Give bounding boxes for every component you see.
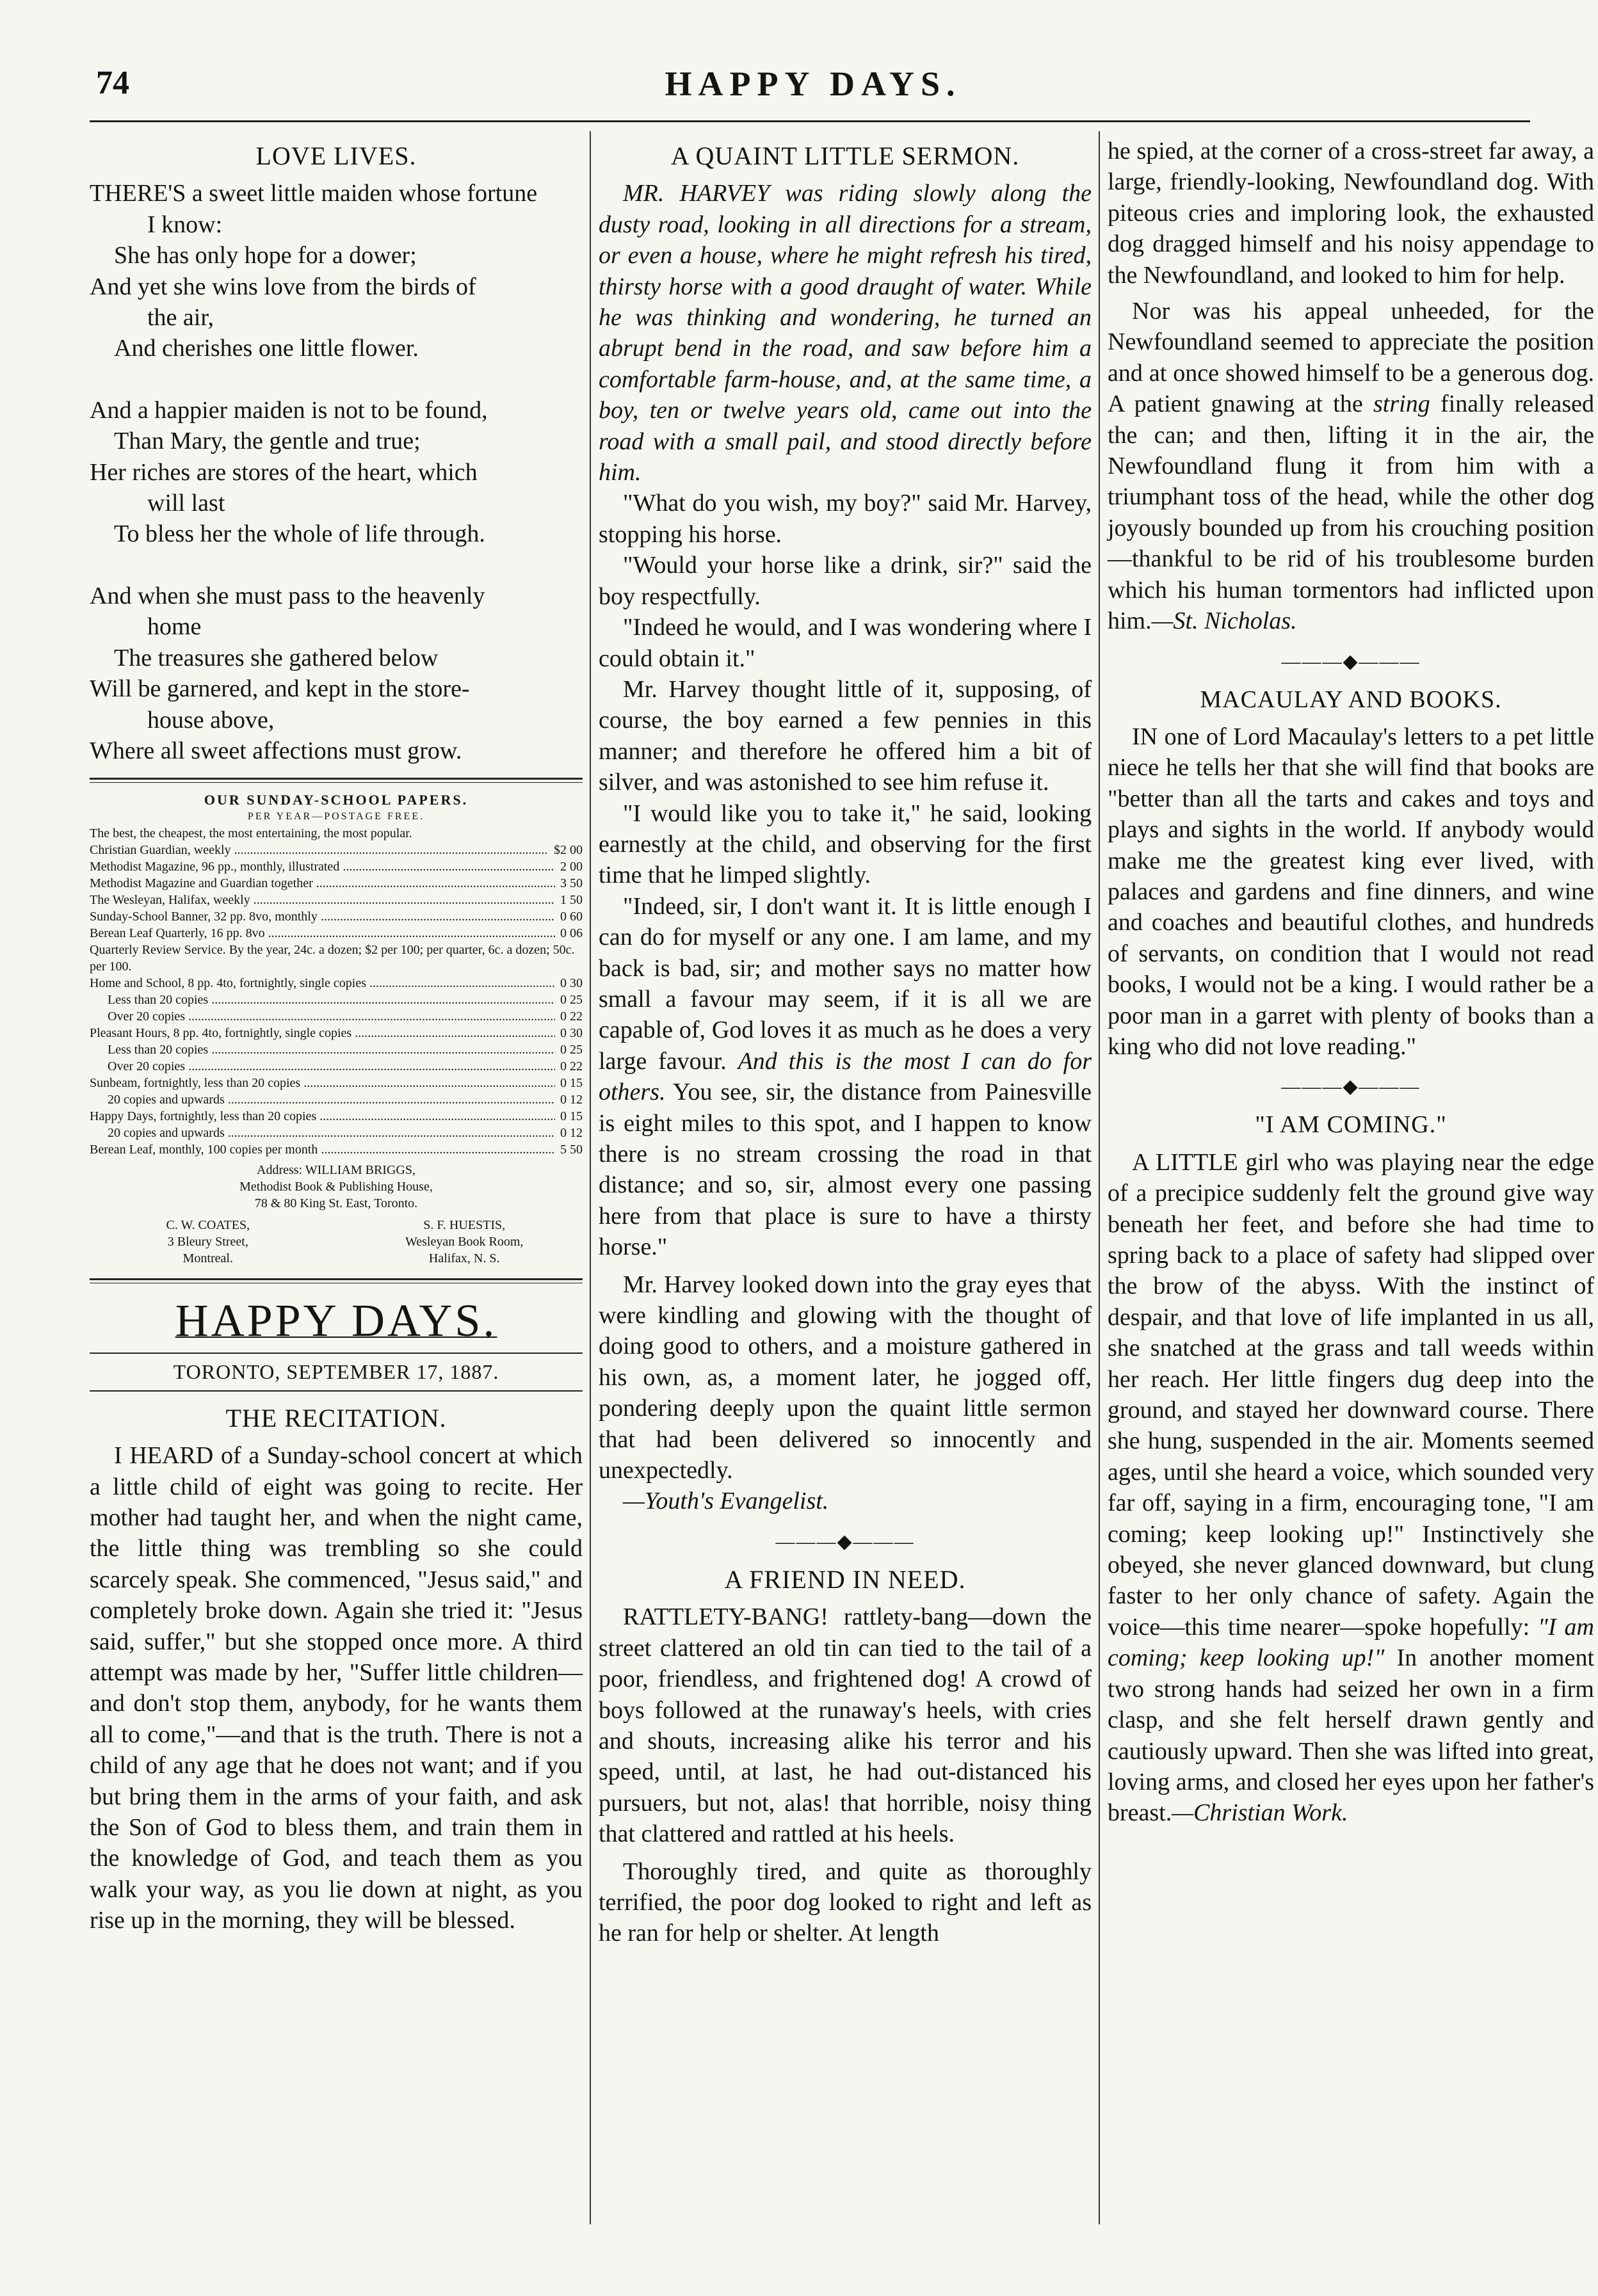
poem-stanza — [90, 581, 583, 766]
price-row — [90, 1125, 583, 1141]
price-row-name: Happy Days, fortnightly, less than 20 copies ..... — [90, 1108, 555, 1125]
poem-stanza — [90, 395, 583, 550]
poem-line: Where all sweet affections must grow. — [90, 737, 462, 764]
sunday-school-papers-notice — [90, 792, 583, 1267]
price-row-name: Home and School, 8 pp. 4to, fortnightly, single copies ..... — [90, 975, 555, 991]
price-row-name: 20 copies and upwards ..... — [90, 1091, 555, 1108]
price-row-name: Methodist Magazine, 96 pp., monthly, illustrated ..... — [90, 858, 555, 875]
article-title: MACAULAY AND BOOKS. — [1200, 686, 1502, 713]
price-row — [90, 1141, 583, 1158]
article-source: —Youth's Evangelist. — [623, 1488, 829, 1515]
poem-line: Her riches are stores of the heart, which — [90, 458, 478, 486]
price-row — [90, 892, 583, 908]
article-title: A FRIEND IN NEED. — [724, 1564, 966, 1594]
poem-line: And cherishes one little flower. — [114, 335, 419, 362]
poem-line: the air, — [147, 304, 214, 332]
section-separator: ———◆——— — [1281, 1076, 1421, 1098]
article-body: I HEARD of a Sunday-school concert at which a little child of eight was going to recite. Her mother had taught her, and when the night came, the little thing was trembling so she could scarcely speak. She commenced, "Jesus said," and completely broke down. Again she tried it: "Jesus said, suffer," but she stopped once more. A third attempt was made by her, "Suffer little children—and don't stop them, anybody, for he wants them all to come,"—and that is the truth. There is not a child of any age that he does not want; and if you but bring them in the arms of your faith, and ask the Son of God to bless them, and train them in the knowledge of God, and teach them as you walk your way, as you lie down at night, as you rise up in the morning, they will be blessed. — [90, 1442, 583, 1934]
price-row-name: Less than 20 copies ..... — [90, 1041, 555, 1058]
price-row-value: 5 50 — [560, 1143, 583, 1157]
price-row-value: 3 50 — [560, 876, 583, 891]
price-row — [90, 942, 583, 975]
price-row-name: Methodist Magazine and Guardian together ..... — [90, 875, 555, 892]
papers-note: The best, the cheapest, the most entertaining, the most popular. — [90, 826, 412, 841]
article-paragraph: he spied, at the corner of a cross-street far away, a large, friendly-looking, Newfoundland dog. With piteous cries and imploring look, the exhausted dog dragged himself and his noisy appendage to the Newfoundland, and looked to him for help. — [1108, 138, 1594, 289]
price-row-name: Less than 20 copies ..... — [90, 991, 555, 1008]
price-row-name: Sunbeam, fortnightly, less than 20 copies ..... — [90, 1075, 555, 1091]
poem-love-lives — [90, 178, 583, 766]
article-paragraph: "I would like you to take it," he said, looking earnestly at the child, and observing for the first time that he limped slightly. — [599, 799, 1092, 889]
price-row — [90, 991, 583, 1008]
papers-address — [90, 1162, 583, 1212]
price-row-name: Berean Leaf Quarterly, 16 pp. 8vo ..... — [90, 925, 555, 942]
price-row-name: Berean Leaf, monthly, 100 copies per month ..... — [90, 1141, 555, 1158]
article-paragraph: MR. HARVEY was riding slowly along the dusty road, looking in all directions for a stream, or even a house, where he might refresh his tired, thirsty horse with a good draught of water. While he was thinking and wondering, he turned an abrupt bend in the road, and saw before him a comfortable farm-house, and, at the same time, a boy, ten or twelve years old, came out into the road with a small pail, and stood directly before him. — [599, 180, 1092, 486]
price-row — [90, 842, 583, 858]
price-row-value: 0 30 — [560, 976, 583, 991]
price-row — [90, 1008, 583, 1025]
section-separator: ———◆——— — [775, 1530, 915, 1552]
article-paragraph: A LITTLE girl who was playing near the edge of a precipice suddenly felt the ground give way beneath her feet, and before she had time to spring back to a place of safety had slipped over the brow of the abyss. With the instinct of despair, and that love of life implanted in us all, she snatched at the grass and tall weeds within her reach. Her little fingers dug deep into the ground, and stayed her downward course. There she hung, suspended in the air. Moments seemed ages, until she heard a voice, which sounded very far off, saying in a firm, encouraging tone, "I am coming; keep looking up!" Instinctively she obeyed, she never glanced downward, but clung faster to her only chance of safety. Again the voice—this time nearer—spoke hopefully: "I am coming; keep looking up!" In another moment two strong hands had seized her own in a firm clasp, and she felt herself drawn gently and cautiously upward. Then she was lifted into great, loving arms, and closed her eyes upon her father's breast.—Christian Work. — [1108, 1148, 1595, 1827]
article-paragraph: IN one of Lord Macaulay's letters to a pet little niece he tells her that she will find that books are "better than all the tarts and cakes and toys and plays and sights in the world. If anybody would make me the greatest king ever lived, with palaces and gardens and fine dinners, and wine and coaches and beautiful clothes, and hundreds of servants, on condition that I would not read books, I would not be a king. I would rather be a poor man in a garret with plenty of books than a king who did not love reading." — [1108, 723, 1594, 1060]
price-row-name: 20 copies and upwards ..... — [90, 1125, 555, 1141]
column-left — [90, 136, 583, 1936]
address-name: WILLIAM BRIGGS, — [305, 1163, 416, 1178]
price-row — [90, 875, 583, 892]
column-divider — [590, 131, 591, 2224]
price-row-name: Quarterly Review Service. By the year, 24c. a dozen; $2 per 100; per quarter, 6c. a dozen; 50c. per 100. — [90, 943, 575, 974]
running-title: HAPPY DAYS. — [665, 65, 962, 103]
column-divider — [1099, 131, 1100, 2224]
article-title: THE RECITATION. — [225, 1403, 447, 1433]
article-paragraph: "Indeed he would, and I was wondering where I could obtain it." — [599, 614, 1092, 672]
price-row-value: 0 25 — [560, 993, 583, 1008]
price-row — [90, 1025, 583, 1041]
price-row-value: 0 25 — [560, 1043, 583, 1057]
poem-line: home — [147, 613, 202, 641]
article-paragraph: "Indeed, sir, I don't want it. It is little enough I can do for myself or any one. I am lame, and my back is bad, sir; and mother says no matter how small a favour may seem, if it is all we are capable of, God loves it as much as he does a very large favour. And this is the most I can do for others. You see, sir, the distance from Painesville is eight miles to this spot, and I happen to know there is no stream crossing the road in that distance; and so, sir, almost every one passing here from that place is sure to have a thirsty horse." — [599, 892, 1092, 1261]
article-paragraph: "What do you wish, my boy?" said Mr. Harvey, stopping his horse. — [599, 490, 1092, 548]
poem-line: I know: — [147, 211, 223, 238]
page-header — [96, 64, 1530, 109]
price-row-name: Over 20 copies ..... — [90, 1008, 555, 1025]
price-row — [90, 1091, 583, 1108]
poem-line: To bless her the whole of life through. — [114, 520, 485, 548]
page-number: 74 — [96, 65, 129, 101]
price-row-value: 0 22 — [560, 1009, 583, 1024]
price-row-name: Sunday-School Banner, 32 pp. 8vo, monthly ..... — [90, 908, 555, 925]
poem-stanza — [90, 178, 583, 364]
price-row — [90, 925, 583, 942]
poem-line: THERE'S a sweet little maiden whose fortune — [90, 180, 538, 207]
masthead — [90, 1294, 583, 1347]
article-paragraph: RATTLETY-BANG! rattlety-bang—down the street clattered an old tin can tied to the tail of a poor, friendless, and frightened dog! A crowd of boys followed at the runaway's heels, with cries and shouts, increasing alike his terror and his speed, until, at last, he had out-distanced his pursuers, but not, alas! that horrible, noisy thing that clattered and rattled at his heels. — [599, 1603, 1092, 1848]
price-row-value: 2 00 — [560, 860, 583, 874]
double-rule — [90, 1278, 583, 1283]
header-rule — [90, 120, 1530, 122]
price-row-value: 0 12 — [560, 1093, 583, 1107]
price-row-value: 0 06 — [560, 926, 583, 941]
poem-line: Than Mary, the gentle and true; — [114, 428, 421, 455]
price-row-value: 1 50 — [560, 893, 583, 908]
masthead-title: HAPPY DAYS. — [175, 1295, 497, 1347]
address-line: Methodist Book & Publishing House, — [239, 1180, 433, 1194]
agent-halifax: S. F. HUESTIS, Wesleyan Book Room, Halifax, N. S. — [405, 1218, 524, 1266]
price-row-value: 0 15 — [560, 1076, 583, 1091]
price-row — [90, 1108, 583, 1125]
poem-line: And yet she wins love from the birds of — [90, 273, 476, 300]
address-label: Address: — [257, 1163, 303, 1178]
price-row-name: Pleasant Hours, 8 pp. 4to, fortnightly, single copies ..... — [90, 1025, 555, 1041]
column-middle — [599, 136, 1092, 1949]
article-paragraph: Nor was his appeal unheeded, for the Newfoundland seemed to appreciate the position and at once showed himself to be a generous dog. A patient gnawing at the string finally released the can; and then, lifting it in the air, the Newfoundland flung it from him with a triumphant toss of the head, while the other dog joyously bounded up from his crouching position—thankful to be rid of his troublesome burden which his human tormentors had inflicted upon him.—St. Nicholas. — [1108, 298, 1594, 635]
price-row-value: 0 60 — [560, 910, 583, 924]
papers-title: OUR SUNDAY-SCHOOL PAPERS. — [204, 792, 469, 808]
article-title: A QUAINT LITTLE SERMON. — [670, 141, 1020, 170]
price-row-value: $2 00 — [554, 843, 583, 858]
article-paragraph: Thoroughly tired, and quite as thoroughly terrified, the poor dog looked to right and left as he ran for help or shelter. At length — [599, 1858, 1092, 1947]
price-row — [90, 1075, 583, 1091]
price-row-value: 0 12 — [560, 1126, 583, 1141]
poem-title: LOVE LIVES. — [255, 141, 417, 170]
price-row-name: Christian Guardian, weekly ..... — [90, 842, 549, 858]
poem-line: The treasures she gathered below — [114, 644, 439, 671]
price-row — [90, 858, 583, 875]
price-row — [90, 1041, 583, 1058]
price-row — [90, 908, 583, 925]
papers-subtitle: PER YEAR—POSTAGE FREE. — [247, 811, 425, 823]
price-row-value: 0 15 — [560, 1109, 583, 1124]
section-separator: ———◆——— — [1281, 650, 1421, 672]
price-row-name: The Wesleyan, Halifax, weekly ..... — [90, 892, 555, 908]
price-row-name: Over 20 copies ..... — [90, 1058, 555, 1075]
column-right — [1108, 136, 1594, 1829]
article-paragraph: Mr. Harvey thought little of it, supposing, of course, the boy earned a few pennies in this manner; and therefore he offered him a bit of silver, and was astonished to see him refuse it. — [599, 675, 1092, 796]
dateline: TORONTO, SEPTEMBER 17, 1887. — [90, 1353, 583, 1391]
poem-line: Will be garnered, and kept in the store- — [90, 675, 470, 703]
article-title: "I AM COMING." — [1255, 1111, 1447, 1139]
papers-price-list — [90, 842, 583, 1158]
poem-line: will last — [147, 490, 225, 517]
article-paragraph: "Would your horse like a drink, sir?" said the boy respectfully. — [599, 552, 1092, 610]
poem-line: And when she must pass to the heavenly — [90, 582, 485, 609]
article-paragraph: Mr. Harvey looked down into the gray eyes that were kindling and glowing with the thought of doing good to others, and a moisture gathered in his own, as, a moment later, he jogged off, pondering deeply upon the quaint little sermon that had been delivered so innocently and unexpectedly. — [599, 1271, 1092, 1484]
price-row-value — [577, 942, 583, 975]
double-rule — [90, 778, 583, 783]
papers-agents — [90, 1217, 583, 1267]
price-row — [90, 1058, 583, 1075]
price-row — [90, 975, 583, 991]
address-line: 78 & 80 King St. East, Toronto. — [254, 1196, 418, 1211]
poem-line: house above, — [147, 706, 275, 734]
price-row-value: 0 22 — [560, 1059, 583, 1074]
price-row-value: 0 30 — [560, 1026, 583, 1041]
poem-line: She has only hope for a dower; — [114, 242, 417, 269]
agent-montreal: C. W. COATES, 3 Bleury Street, Montreal. — [166, 1218, 250, 1266]
poem-line: And a happier maiden is not to be found, — [90, 396, 488, 424]
